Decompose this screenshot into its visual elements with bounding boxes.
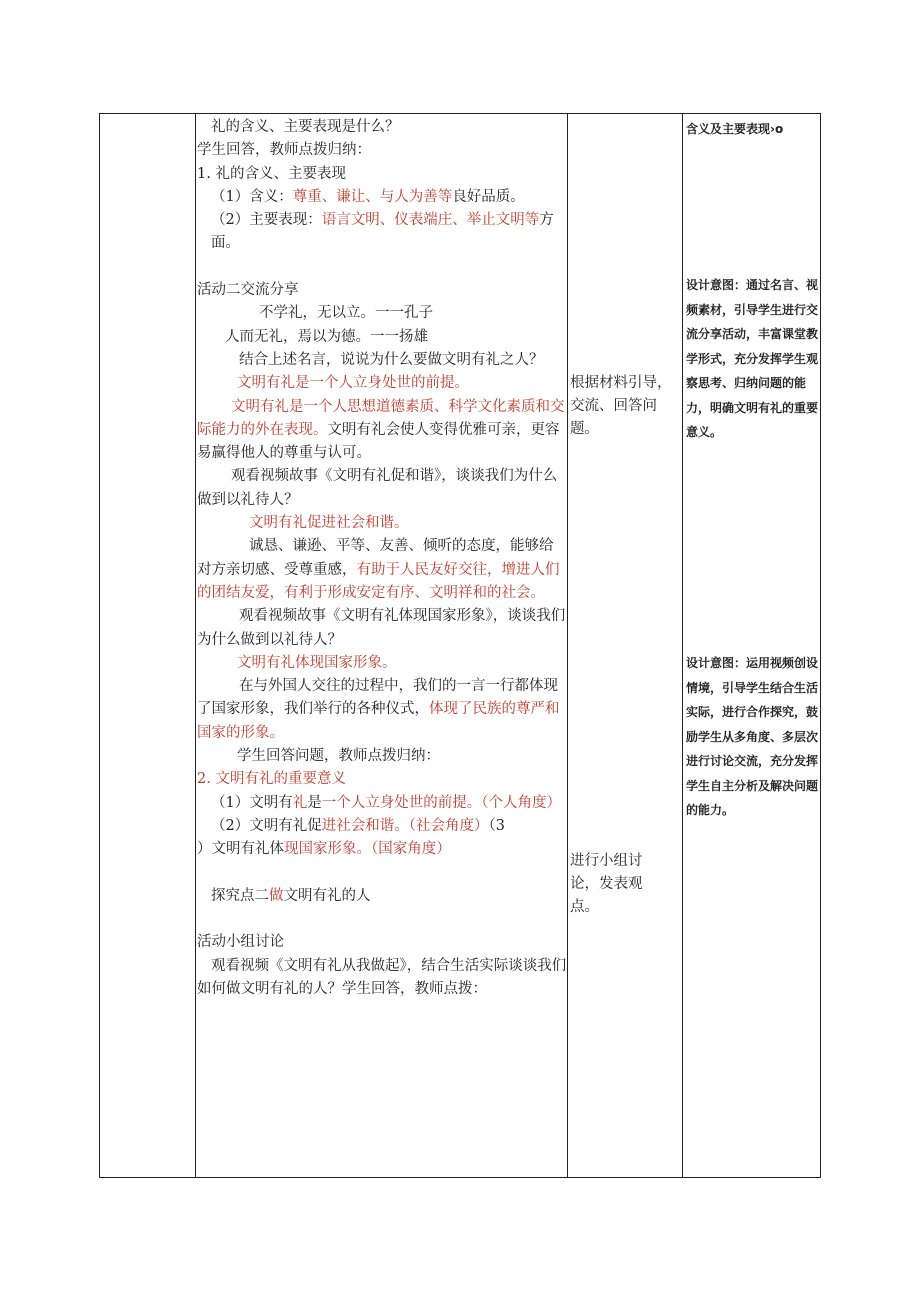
answer-paragraph: 在与外国人交往的过程中，我们的一言一行都体现了国家形象，我们举行的各种仪式，体现了民族的尊严和国家的形象。: [197, 678, 560, 741]
answer-paragraph: 诚恳、谦逊、平等、友善、倾听的态度，能够给对方亲切感、受尊重感，有助于人民友好交往，增进人们的团结友爱，有利于形成安定有序、文明祥和的社会。: [197, 538, 560, 601]
significance-line: （1）文明有礼是一个人立身处世的前提。（个人角度）: [211, 794, 561, 811]
explore-heading: 探究点二做文明有礼的人: [211, 887, 371, 904]
summary-intro: 学生回答问题，教师点拨归纳：: [237, 748, 440, 765]
quote-text: 人而无礼，焉以为德。一一扬雄: [225, 328, 428, 345]
intent-text: 含义及主要表现›o: [686, 122, 784, 136]
video-prompt: 观看视频故事《文明有礼体现国家形象》，谈谈我们为什么做到以礼待人？: [197, 608, 566, 648]
section-heading: 2. 文明有礼的重要意义: [197, 771, 346, 788]
answer-intro: 学生回答，教师点拨归纳：: [197, 142, 371, 159]
activity-heading: 活动二交流分享: [197, 282, 299, 299]
video-prompt: 观看视频故事《文明有礼促和谐》，谈谈我们为什么做到以礼待人？: [197, 468, 558, 508]
answer-heading: 文明有礼体现国家形象。: [237, 654, 397, 671]
section-heading: 1. 礼的含义、主要表现: [197, 165, 346, 182]
process-text: 进行小组讨论，发表观点。: [570, 853, 643, 915]
process-text: 根据材料引导，交流、回答问题。: [570, 375, 672, 437]
expression-line: （2）主要表现：语言文明、仪表端庄、举止文明等方面。: [211, 212, 554, 252]
question-text: 结合上述名言，说说为什么要做文明有礼之人？: [239, 351, 544, 368]
teaching-content-cell: [197, 114, 567, 1001]
quote-text: 不学礼，无以立。一一孔子: [259, 305, 433, 322]
answer-heading: 文明有礼促进社会和谐。: [249, 515, 409, 532]
intent-text: 设计意图：通过名言、视频素材，引导学生进行交流分享活动，丰富课堂教学形式，充分发挥学生观察思考、归纳问题的能力，明确文明有礼的重要意义。: [686, 278, 819, 439]
column-divider: [195, 114, 196, 1177]
question-text: 礼的含义、主要表现是什么？: [211, 119, 400, 135]
definition-line: （1）含义：尊重、谦让、与人为善等良好品质。: [211, 188, 525, 205]
answer-paragraph: 文明有礼是一个人思想道德素质、科学文化素质和交际能力的外在表现。文明有礼会使人变得优雅可亲，更容易赢得他人的尊重与认可。: [197, 398, 565, 462]
lesson-table: [99, 113, 821, 1178]
intent-text: 设计意图：运用视频创设情境，引导学生结合生活实际，进行合作探究，鼓励学生从多角度、多层次进行讨论交流，充分发挥学生自主分析及解决问题的能力。: [686, 656, 819, 817]
video-prompt: 观看视频《文明有礼从我做起》，结合生活实际谈谈我们如何做文明有礼的人？学生回答，教师点拨：: [197, 957, 567, 997]
column-divider: [682, 114, 683, 1177]
column-divider: [567, 114, 568, 1177]
significance-line: （2）文明有礼促进社会和谐。（社会角度）（3: [211, 817, 505, 834]
activity-heading: 活动小组讨论: [197, 934, 284, 951]
significance-line: ）文明有礼体现国家形象。（国家角度）: [197, 841, 451, 858]
answer-text: 文明有礼是一个人立身处世的前提。: [237, 375, 469, 392]
